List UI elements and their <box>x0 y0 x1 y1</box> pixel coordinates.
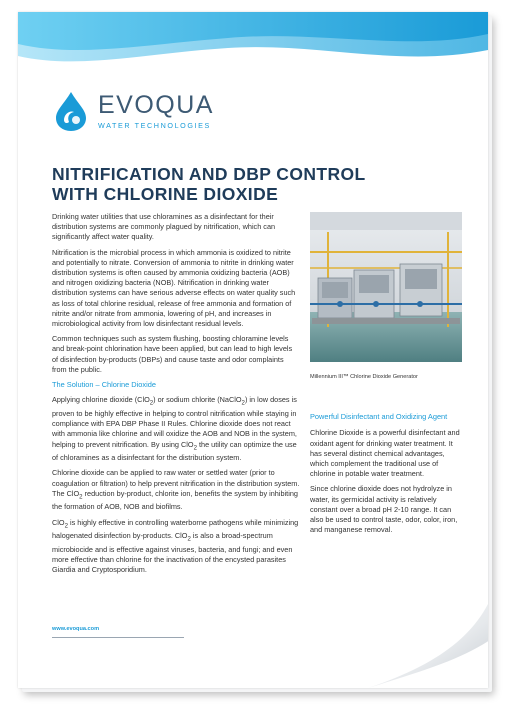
intro-paragraph-1: Drinking water utilities that use chloramines as a disinfectant for their distribution systems are commonly plagued by nitrification, which can significantly affect water quality. <box>52 212 276 242</box>
solution-paragraph-3: ClO$_2$ is highly effective in controlling waterborne pathogens while minimizing halogenated disinfection by-products. ClO$_2$ is also a broad-spectrum microbiocide and is effective against viruses, bacteria, and fungi; and even more effective than chlorine for the inactivation of the encysted parasites Giardia and Cryptosporidium. <box>52 517 299 575</box>
right-column <box>310 212 462 540</box>
header-wave-graphic <box>18 12 488 82</box>
brand-name: EVOQUA <box>98 91 214 119</box>
disinfectant-paragraph-2: Since chlorine dioxide does not hydrolyze in water, its germicidal activity is relatively constant over a broad pH 2-10 range. It can also be used to control taste, odor, color, iron, and manganese removal. <box>310 484 458 535</box>
section-heading-solution: The Solution – Chlorine Dioxide <box>52 380 156 390</box>
solution-paragraph-2: Chlorine dioxide can be applied to raw water or settled water (prior to coagulation or filtration) to help prevent nitrification in the distribution system. The ClO$_2$ reduction by-product, chlorite ion, benefits the system by inhibiting the formation of AOB, NOB and biofilms. <box>52 468 300 512</box>
page-curl-graphic <box>360 600 488 688</box>
document-title <box>52 164 372 204</box>
generator-photo <box>310 212 462 362</box>
title-line-1: NITRIFICATION AND DBP CONTROL <box>52 164 366 184</box>
photo-caption: Millennium III™ Chlorine Dioxide Generator <box>310 374 418 380</box>
website-link[interactable]: www.evoqua.com <box>52 626 100 632</box>
solution-paragraph-1: Applying chlorine dioxide (ClO$_2$) or sodium chlorite (NaClO$_2$) in low doses is proven to be highly effective in helping to control nitrification while staying in compliance with EPA DBP Phase II Rules. Chlorine dioxide does not react with ammonia like chlorine and will oxidize the AOB and NOB in the system, helping to prevent nitrification. By using ClO$_2$ the utility can optimize the use of chloramines as a disinfectant for the distribution system. <box>52 395 297 463</box>
brand-tagline: WATER TECHNOLOGIES <box>98 121 211 130</box>
footer-divider <box>52 637 184 638</box>
title-line-2: WITH CHLORINE DIOXIDE <box>52 184 279 204</box>
water-drop-icon <box>52 90 90 132</box>
section-heading-disinfectant: Powerful Disinfectant and Oxidizing Agent <box>310 412 448 422</box>
disinfectant-paragraph-1: Chlorine Dioxide is a powerful disinfectant and oxidant agent for drinking water treatment. It has several distinct chemical advantages, which complement the traditional use of chlorine in potable water treatment. <box>310 428 460 479</box>
document-page <box>18 12 488 688</box>
left-column <box>52 212 300 581</box>
evoqua-logo <box>52 90 214 132</box>
intro-paragraph-2: Nitrification is the microbial process in which ammonia is oxidized to nitrite and potentially to nitrate. Conversion of ammonia to nitrite in drinking water distribution systems is often caused by ammonia oxidizing bacteria (AOB) and nitrogen oxidizing bacteria (NOB). Nitrification in drinking water distribution systems can have serious adverse effects on water quality such as loss of total chlorine residual, release of free ammonia and formation of nitrite and/or nitrate from ammonia, lowering of pH, and increases in microbiological activity from low disinfectant residual levels. <box>52 247 296 329</box>
intro-paragraph-3: Common techniques such as system flushing, boosting chloramine levels and break-point chlorination have been applied, but can lead to high levels of disinfection by-products (DBPs) and cause taste and odor complaints from the public. <box>52 334 293 374</box>
